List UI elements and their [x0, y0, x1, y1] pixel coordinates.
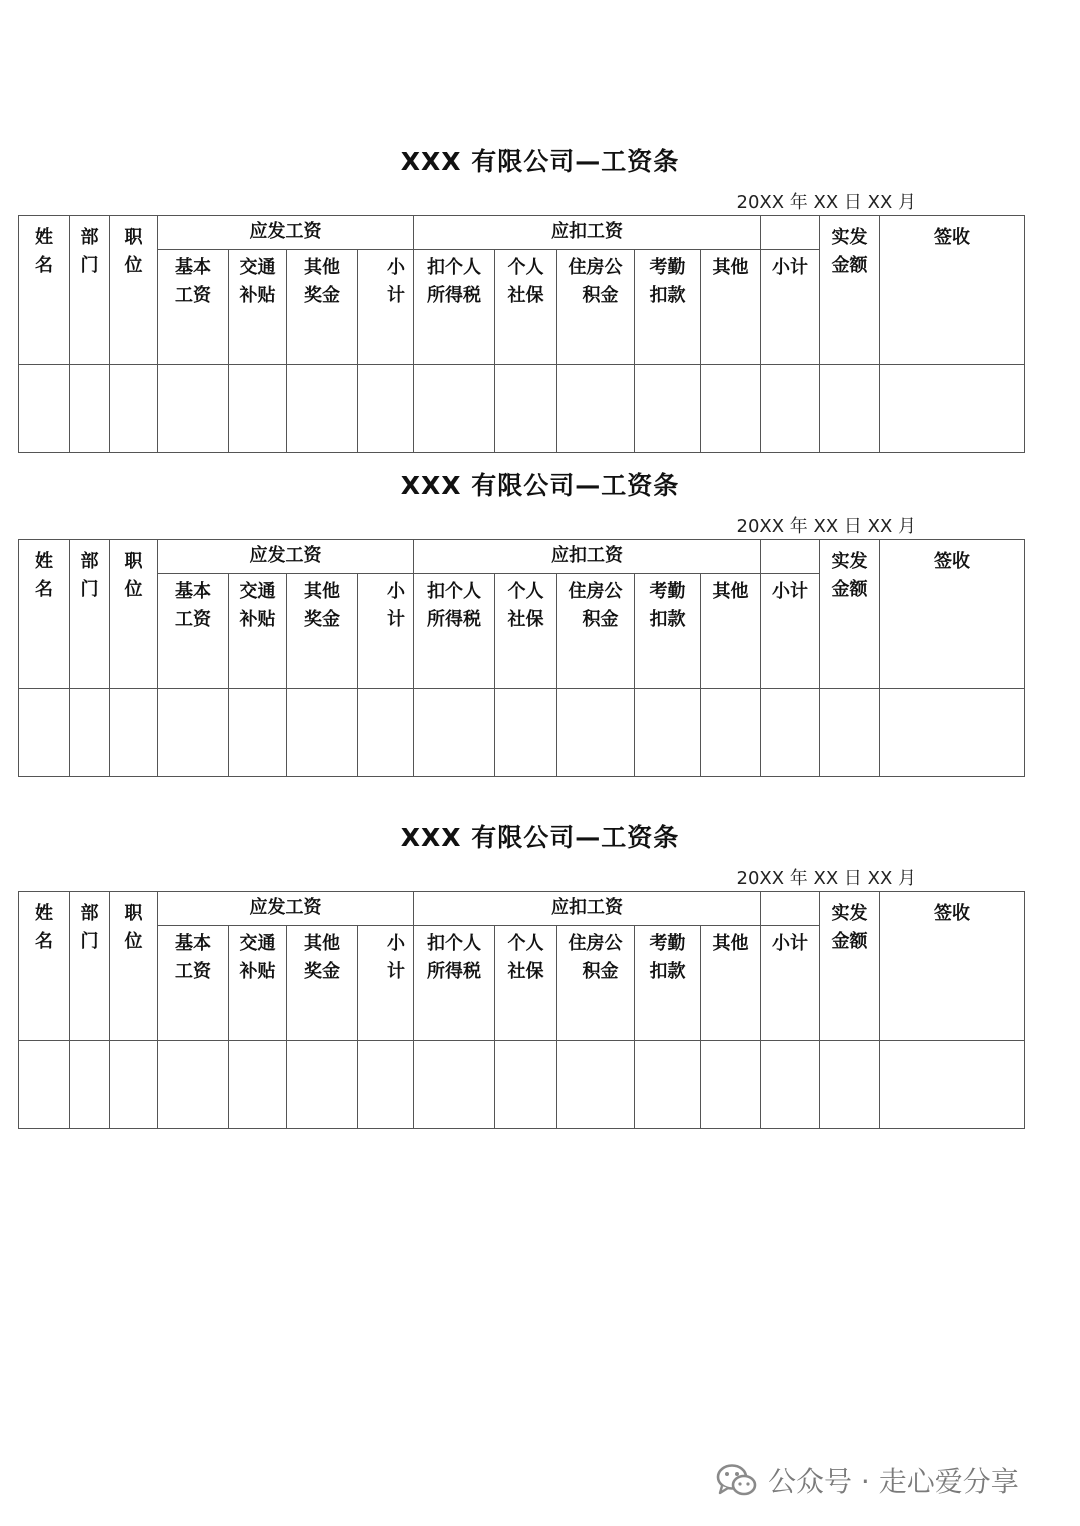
cell-name[interactable]: [19, 689, 70, 777]
cell-subtotal-payable[interactable]: [358, 1041, 414, 1129]
payslip-table: [18, 215, 1025, 453]
header-net: 实发 金额: [820, 892, 880, 1041]
payslip-date: 20XX 年 XX 日 XX 月: [736, 192, 916, 213]
header-blank: [761, 540, 820, 574]
header-name: 姓 名: [19, 892, 70, 1041]
payslip-date: 20XX 年 XX 日 XX 月: [736, 516, 916, 537]
cell-signature[interactable]: [880, 1041, 1025, 1129]
cell-subtotal-payable[interactable]: [358, 689, 414, 777]
header-blank: [761, 216, 820, 250]
header-income-tax: 扣个人 所得税: [414, 574, 495, 689]
header-blank: [761, 892, 820, 926]
cell-net-amount[interactable]: [820, 689, 880, 777]
payslip-date: 20XX 年 XX 日 XX 月: [736, 868, 916, 889]
watermark: [716, 1458, 1019, 1502]
header-name: 姓 名: [19, 216, 70, 365]
cell-other-deduction[interactable]: [701, 689, 761, 777]
cell-housing-fund[interactable]: [557, 689, 635, 777]
header-subtotal-payable: 小 计: [358, 926, 414, 1041]
cell-attendance[interactable]: [635, 365, 701, 453]
cell-housing-fund[interactable]: [557, 1041, 635, 1129]
header-subtotal-deduction: 小计: [761, 574, 820, 689]
cell-income-tax[interactable]: [414, 1041, 495, 1129]
table-row: [19, 365, 1025, 453]
cell-position[interactable]: [110, 1041, 158, 1129]
header-housing-fund: 住房公 积金: [557, 926, 635, 1041]
header-subtotal-deduction: 小计: [761, 926, 820, 1041]
cell-subtotal-payable[interactable]: [358, 365, 414, 453]
cell-income-tax[interactable]: [414, 689, 495, 777]
table-row: [19, 1041, 1025, 1129]
header-net: 实发 金额: [820, 540, 880, 689]
cell-social-insurance[interactable]: [495, 1041, 557, 1129]
cell-subtotal-deduction[interactable]: [761, 365, 820, 453]
header-payable-group: 应发工资: [158, 216, 414, 250]
header-housing-fund: 住房公 积金: [557, 250, 635, 365]
header-income-tax: 扣个人 所得税: [414, 926, 495, 1041]
header-other-bonus: 其他 奖金: [287, 250, 358, 365]
header-other-bonus: 其他 奖金: [287, 574, 358, 689]
cell-dept[interactable]: [70, 689, 110, 777]
cell-other-bonus[interactable]: [287, 689, 358, 777]
cell-transport[interactable]: [229, 689, 287, 777]
cell-net-amount[interactable]: [820, 1041, 880, 1129]
header-housing-fund: 住房公 积金: [557, 574, 635, 689]
header-subtotal-deduction: 小计: [761, 250, 820, 365]
watermark-text: 公众号 · 走心爱分享: [768, 1465, 1019, 1498]
header-other-deduction: 其他: [701, 250, 761, 365]
header-income-tax: 扣个人 所得税: [414, 250, 495, 365]
header-transport: 交通 补贴: [229, 926, 287, 1041]
cell-social-insurance[interactable]: [495, 365, 557, 453]
payslip-title: XXX 有限公司—工资条: [400, 823, 680, 852]
cell-housing-fund[interactable]: [557, 365, 635, 453]
header-transport: 交通 补贴: [229, 574, 287, 689]
header-payable-group: 应发工资: [158, 892, 414, 926]
cell-social-insurance[interactable]: [495, 689, 557, 777]
cell-position[interactable]: [110, 689, 158, 777]
cell-base-salary[interactable]: [158, 1041, 229, 1129]
header-attendance: 考勤 扣款: [635, 926, 701, 1041]
payslip-title: XXX 有限公司—工资条: [400, 147, 680, 176]
cell-name[interactable]: [19, 365, 70, 453]
cell-position[interactable]: [110, 365, 158, 453]
cell-income-tax[interactable]: [414, 365, 495, 453]
payslip-table: [18, 539, 1025, 777]
header-dept: 部 门: [70, 892, 110, 1041]
header-subtotal-payable: 小 计: [358, 250, 414, 365]
header-social-insurance: 个人 社保: [495, 250, 557, 365]
cell-transport[interactable]: [229, 365, 287, 453]
cell-other-bonus[interactable]: [287, 365, 358, 453]
payslip-title: XXX 有限公司—工资条: [400, 471, 680, 500]
header-social-insurance: 个人 社保: [495, 574, 557, 689]
header-subtotal-payable: 小 计: [358, 574, 414, 689]
header-attendance: 考勤 扣款: [635, 574, 701, 689]
cell-base-salary[interactable]: [158, 365, 229, 453]
cell-net-amount[interactable]: [820, 365, 880, 453]
header-position: 职 位: [110, 540, 158, 689]
header-deduct-group: 应扣工资: [414, 540, 761, 574]
cell-dept[interactable]: [70, 365, 110, 453]
cell-subtotal-deduction[interactable]: [761, 689, 820, 777]
header-dept: 部 门: [70, 540, 110, 689]
header-name: 姓 名: [19, 540, 70, 689]
header-attendance: 考勤 扣款: [635, 250, 701, 365]
header-net: 实发 金额: [820, 216, 880, 365]
header-position: 职 位: [110, 892, 158, 1041]
cell-name[interactable]: [19, 1041, 70, 1129]
header-base-salary: 基本 工资: [158, 250, 229, 365]
cell-transport[interactable]: [229, 1041, 287, 1129]
cell-other-bonus[interactable]: [287, 1041, 358, 1129]
table-row: [19, 689, 1025, 777]
wechat-icon: [716, 1463, 758, 1497]
header-deduct-group: 应扣工资: [414, 216, 761, 250]
header-base-salary: 基本 工资: [158, 574, 229, 689]
header-dept: 部 门: [70, 216, 110, 365]
cell-base-salary[interactable]: [158, 689, 229, 777]
cell-signature[interactable]: [880, 689, 1025, 777]
payslip-table: [18, 891, 1025, 1129]
header-other-deduction: 其他: [701, 926, 761, 1041]
header-base-salary: 基本 工资: [158, 926, 229, 1041]
header-deduct-group: 应扣工资: [414, 892, 761, 926]
cell-attendance[interactable]: [635, 689, 701, 777]
header-other-deduction: 其他: [701, 574, 761, 689]
header-social-insurance: 个人 社保: [495, 926, 557, 1041]
cell-other-deduction[interactable]: [701, 1041, 761, 1129]
header-position: 职 位: [110, 216, 158, 365]
header-transport: 交通 补贴: [229, 250, 287, 365]
header-sign: 签收: [880, 216, 1025, 365]
cell-subtotal-deduction[interactable]: [761, 1041, 820, 1129]
header-sign: 签收: [880, 540, 1025, 689]
cell-attendance[interactable]: [635, 1041, 701, 1129]
header-sign: 签收: [880, 892, 1025, 1041]
cell-dept[interactable]: [70, 1041, 110, 1129]
cell-signature[interactable]: [880, 365, 1025, 453]
header-payable-group: 应发工资: [158, 540, 414, 574]
cell-other-deduction[interactable]: [701, 365, 761, 453]
header-other-bonus: 其他 奖金: [287, 926, 358, 1041]
